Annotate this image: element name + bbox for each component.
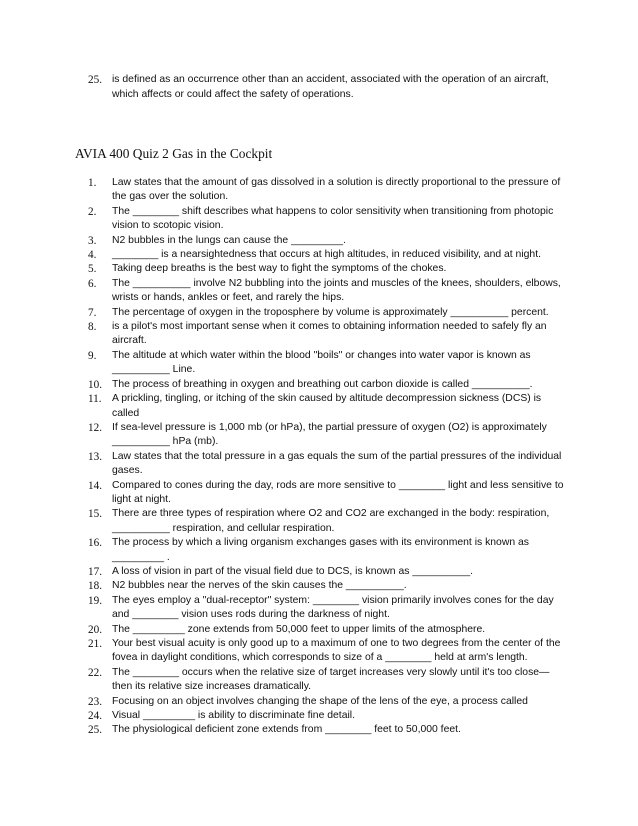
question-text: The ________ shift describes what happens to color sensitivity when transitioning from photopic vision to scotopic vision.	[112, 205, 554, 232]
question-text: is a pilot's most important sense when it comes to obtaining information needed to safely fly an aircraft.	[112, 321, 547, 347]
question-text: Your best visual acuity is only good up to a maximum of one to two degrees from the center of the fovea in daylight conditions, which corresponds to size of a ________ held at arm's length.	[112, 638, 561, 664]
question-item	[88, 176, 566, 205]
question-item	[88, 320, 566, 349]
question-number: 6.	[88, 277, 97, 290]
question-number: 11.	[88, 393, 102, 406]
question-item	[88, 277, 566, 306]
question-item	[88, 594, 566, 623]
question-text: The _________ zone extends from 50,000 feet to upper limits of the atmosphere.	[112, 623, 486, 635]
question-text: A loss of vision in part of the visual field due to DCS, is known as __________.	[112, 565, 473, 577]
question-number: 20.	[88, 623, 102, 636]
question-number: 14.	[88, 479, 102, 492]
question-item	[88, 421, 566, 450]
question-text: The physiological deficient zone extends from ________ feet to 50,000 feet.	[112, 724, 461, 736]
question-text: There are three types of respiration where O2 and CO2 are exchanged in the body: respiration, __________ respiration, and cellular respiration.	[112, 508, 550, 534]
question-text: The __________ involve N2 bubbling into the joints and muscles of the knees, shoulders, elbows, wrists or hands, ankles or feet, and rarely the hips.	[112, 277, 561, 304]
item-number: 25.	[88, 74, 102, 86]
question-item	[88, 565, 566, 579]
question-text: The altitude at which water within the blood "boils" or changes into water vapor is known as __________ Line.	[112, 349, 531, 376]
question-number: 9.	[88, 349, 97, 362]
question-number: 15.	[88, 508, 102, 521]
question-text: The percentage of oxygen in the troposphere by volume is approximately __________ percent.	[112, 306, 549, 318]
question-number: 10.	[88, 378, 102, 391]
question-number: 8.	[88, 321, 97, 334]
question-item	[88, 695, 566, 709]
question-number: 16.	[88, 537, 102, 550]
question-item	[88, 709, 566, 723]
question-text: The eyes employ a "dual-receptor" system: ________ vision primarily involves cones for the day and ________ vision uses rods during the darkness of night.	[112, 594, 554, 621]
question-item	[88, 450, 566, 479]
question-number: 21.	[88, 638, 102, 650]
question-number: 3.	[88, 234, 97, 247]
question-list	[88, 176, 566, 738]
question-text: N2 bubbles near the nerves of the skin causes the __________.	[112, 580, 407, 592]
question-item	[88, 666, 566, 695]
question-number: 22.	[88, 666, 102, 679]
previous-quiz-item	[88, 73, 568, 102]
question-item	[88, 392, 566, 421]
question-text: A prickling, tingling, or itching of the skin caused by altitude decompression sickness (DCS) is called	[112, 393, 542, 419]
question-number: 17.	[88, 565, 102, 578]
question-text: Taking deep breaths is the best way to fight the symptoms of the chokes.	[112, 263, 447, 275]
question-item	[88, 637, 566, 666]
question-item	[88, 378, 566, 392]
question-number: 4.	[88, 249, 97, 262]
question-text: Focusing on an object involves changing the shape of the lens of the eye, a process called	[112, 695, 528, 707]
question-text: Visual _________ is ability to discriminate fine detail.	[112, 710, 355, 722]
question-text: ________ is a nearsightedness that occurs at high altitudes, in reduced visibility, and at night.	[112, 249, 541, 261]
question-item	[88, 248, 566, 262]
question-text: N2 bubbles in the lungs can cause the _________.	[112, 234, 346, 246]
item-text: is defined as an occurrence other than an accident, associated with the operation of an aircraft, which affects or could affect the safety of operations.	[112, 74, 549, 100]
question-number: 7.	[88, 306, 97, 319]
question-text: The ________ occurs when the relative size of target increases very slowly until it's too close—then its relative size increases dramatically.	[112, 666, 550, 693]
question-item	[88, 205, 566, 234]
question-text: Law states that the total pressure in a gas equals the sum of the partial pressures of the individual gases.	[112, 450, 562, 477]
question-item	[88, 234, 566, 248]
question-item	[88, 623, 566, 637]
question-text: If sea-level pressure is 1,000 mb (or hPa), the partial pressure of oxygen (O2) is approximately __________ hPa (mb).	[112, 421, 547, 448]
question-text: Compared to cones during the day, rods are more sensitive to ________ light and less sensitive to light at night.	[112, 479, 564, 505]
question-text: Law states that the amount of gas dissolved in a solution is directly proportional to the pressure of the gas over the solution.	[112, 177, 561, 203]
question-number: 18.	[88, 580, 102, 593]
question-text: The process of breathing in oxygen and breathing out carbon dioxide is called __________.	[112, 378, 533, 390]
question-number: 12.	[88, 421, 102, 434]
question-number: 2.	[88, 205, 97, 218]
question-item	[88, 479, 566, 508]
question-item	[88, 579, 566, 593]
question-number: 13.	[88, 450, 102, 463]
quiz-title: AVIA 400 Quiz 2 Gas in the Cockpit	[75, 146, 273, 161]
question-item	[88, 536, 566, 565]
question-number: 23.	[88, 695, 102, 708]
question-item	[88, 507, 566, 536]
question-number: 24.	[88, 710, 102, 723]
question-text: The process by which a living organism exchanges gases with its environment is known as _________ .	[112, 537, 529, 563]
question-item	[88, 262, 566, 276]
question-number: 19.	[88, 594, 102, 607]
question-item	[88, 723, 566, 737]
question-item	[88, 349, 566, 378]
question-number: 5.	[88, 263, 97, 276]
question-item	[88, 306, 566, 320]
question-number: 1.	[88, 177, 97, 189]
question-number: 25.	[88, 724, 102, 737]
